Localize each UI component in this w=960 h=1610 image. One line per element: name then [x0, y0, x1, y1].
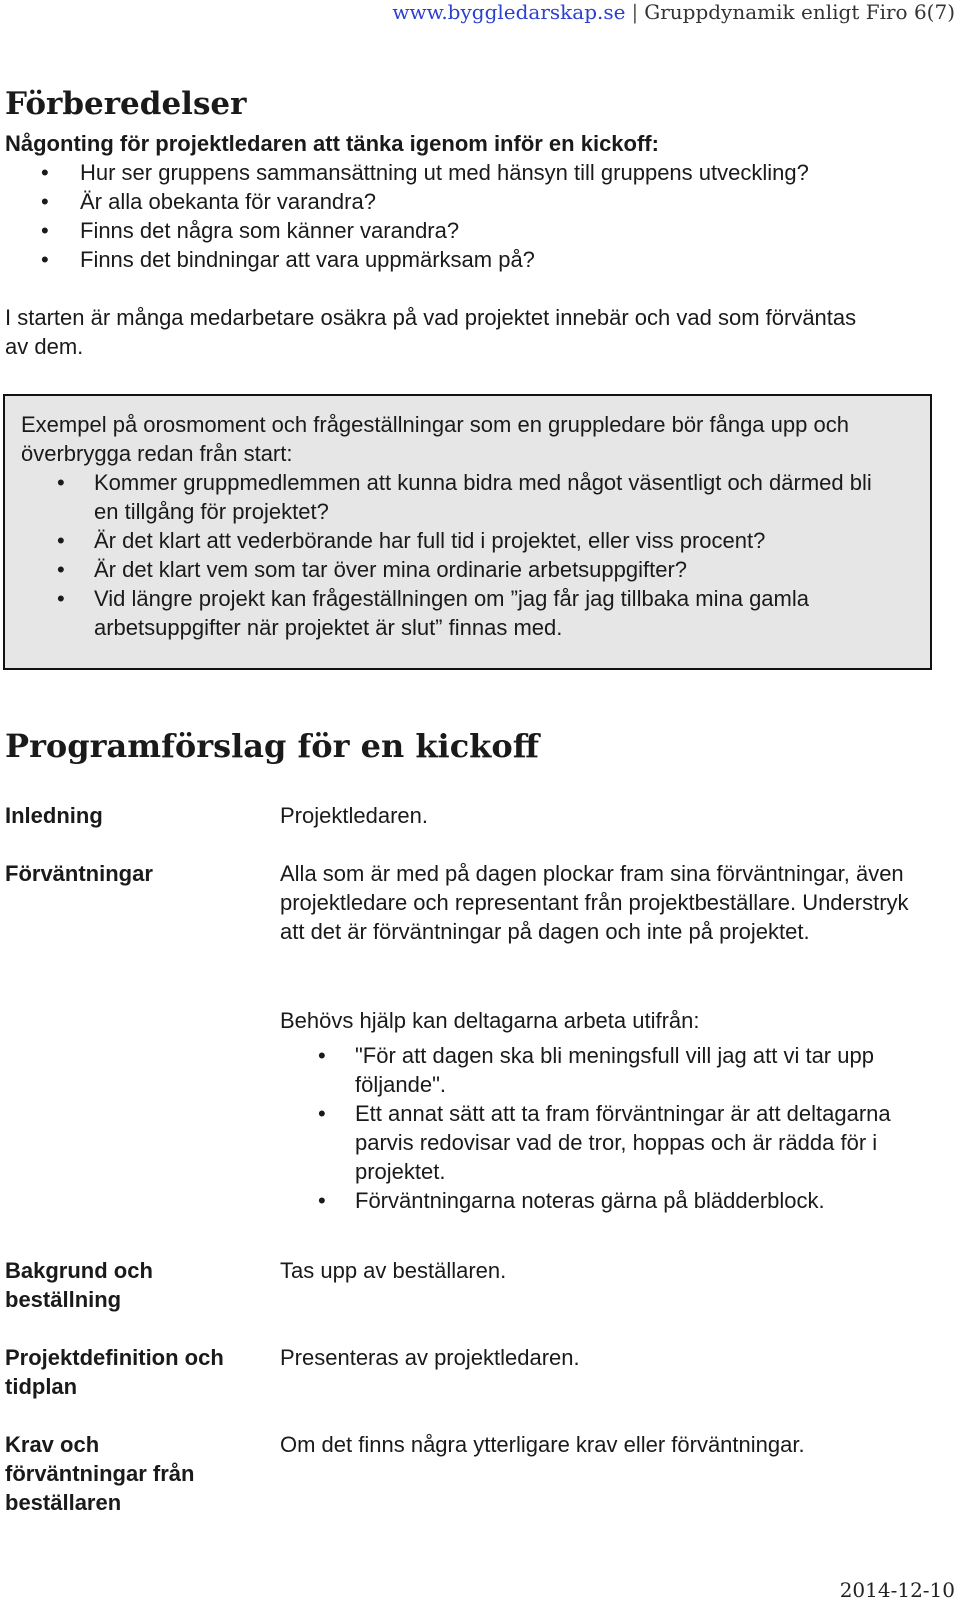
program-help-section [280, 1006, 940, 1215]
example-list [21, 468, 881, 642]
list-item: • Ett annat sätt att ta fram förväntningar är att deltagarna parvis redovisar vad de tror, hoppas och är rädda för i projektet. [280, 1099, 900, 1186]
preparations-subheading: Någonting för projektledaren att tänka igenom inför en kickoff: [5, 131, 659, 156]
list-item: • Hur ser gruppens sammansättning ut med hänsyn till gruppens utveckling? [5, 158, 945, 187]
preparations-paragraph: I starten är många medarbetare osäkra på vad projektet innebär och vad som förväntas av dem. [5, 305, 857, 359]
page-header [392, 0, 955, 24]
list-item: • Vid längre projekt kan frågeställningen om ”jag får jag tillbaka mina gamla arbetsuppgifter när projektet är slut” finnas med. [21, 584, 881, 642]
list-item: • Finns det bindningar att vara uppmärksam på? [5, 245, 945, 274]
preparations-heading: Förberedelser [5, 86, 247, 122]
program-text-inledning: Projektledaren. [280, 803, 428, 828]
example-intro: Exempel på orosmoment och frågeställningar som en gruppledare bör fånga upp och överbrygga redan från start: [21, 412, 849, 466]
example-box [3, 394, 932, 670]
list-item: • Kommer gruppmedlemmen att kunna bidra med något väsentligt och därmed bli en tillgång för projektet? [21, 468, 881, 526]
header-separator: | [631, 0, 639, 24]
program-label-bakgrund: Bakgrund och beställning [5, 1258, 153, 1312]
program-text-krav: Om det finns några ytterligare krav eller förväntningar. [280, 1432, 805, 1457]
program-label-inledning: Inledning [5, 803, 103, 828]
list-item: • Är alla obekanta för varandra? [5, 187, 945, 216]
preparations-section [5, 129, 945, 274]
program-text-bakgrund: Tas upp av beställaren. [280, 1258, 507, 1283]
program-help-list [280, 1041, 900, 1215]
list-item: • Är det klart vem som tar över mina ordinarie arbetsuppgifter? [21, 555, 881, 584]
program-text-forvantningar: Alla som är med på dagen plockar fram sina förväntningar, även projektledare och representant från projektbeställare. Understryk att det är förväntningar på dagen och inte på projektet. [280, 861, 909, 944]
list-item: • Finns det några som känner varandra? [5, 216, 945, 245]
list-item: • Förväntningarna noteras gärna på blädderblock. [280, 1186, 900, 1215]
program-heading: Programförslag för en kickoff [5, 727, 539, 765]
footer-date: 2014-12-10 [839, 1578, 955, 1602]
program-label-forvantningar: Förväntningar [5, 861, 153, 886]
program-help-intro: Behövs hjälp kan deltagarna arbeta utifrån: [280, 1008, 700, 1033]
program-text-projektdefinition: Presenteras av projektledaren. [280, 1345, 580, 1370]
program-label-projektdefinition: Projektdefinition och tidplan [5, 1345, 224, 1399]
list-item: • Är det klart att vederbörande har full tid i projektet, eller viss procent? [21, 526, 881, 555]
list-item: • "För att dagen ska bli meningsfull vill jag att vi tar upp följande". [280, 1041, 900, 1099]
document-title: Gruppdynamik enligt Firo 6(7) [644, 0, 955, 24]
preparations-list [5, 158, 945, 274]
site-link[interactable]: www.byggledarskap.se [392, 0, 626, 24]
program-label-krav: Krav och förväntningar från beställaren [5, 1432, 195, 1515]
